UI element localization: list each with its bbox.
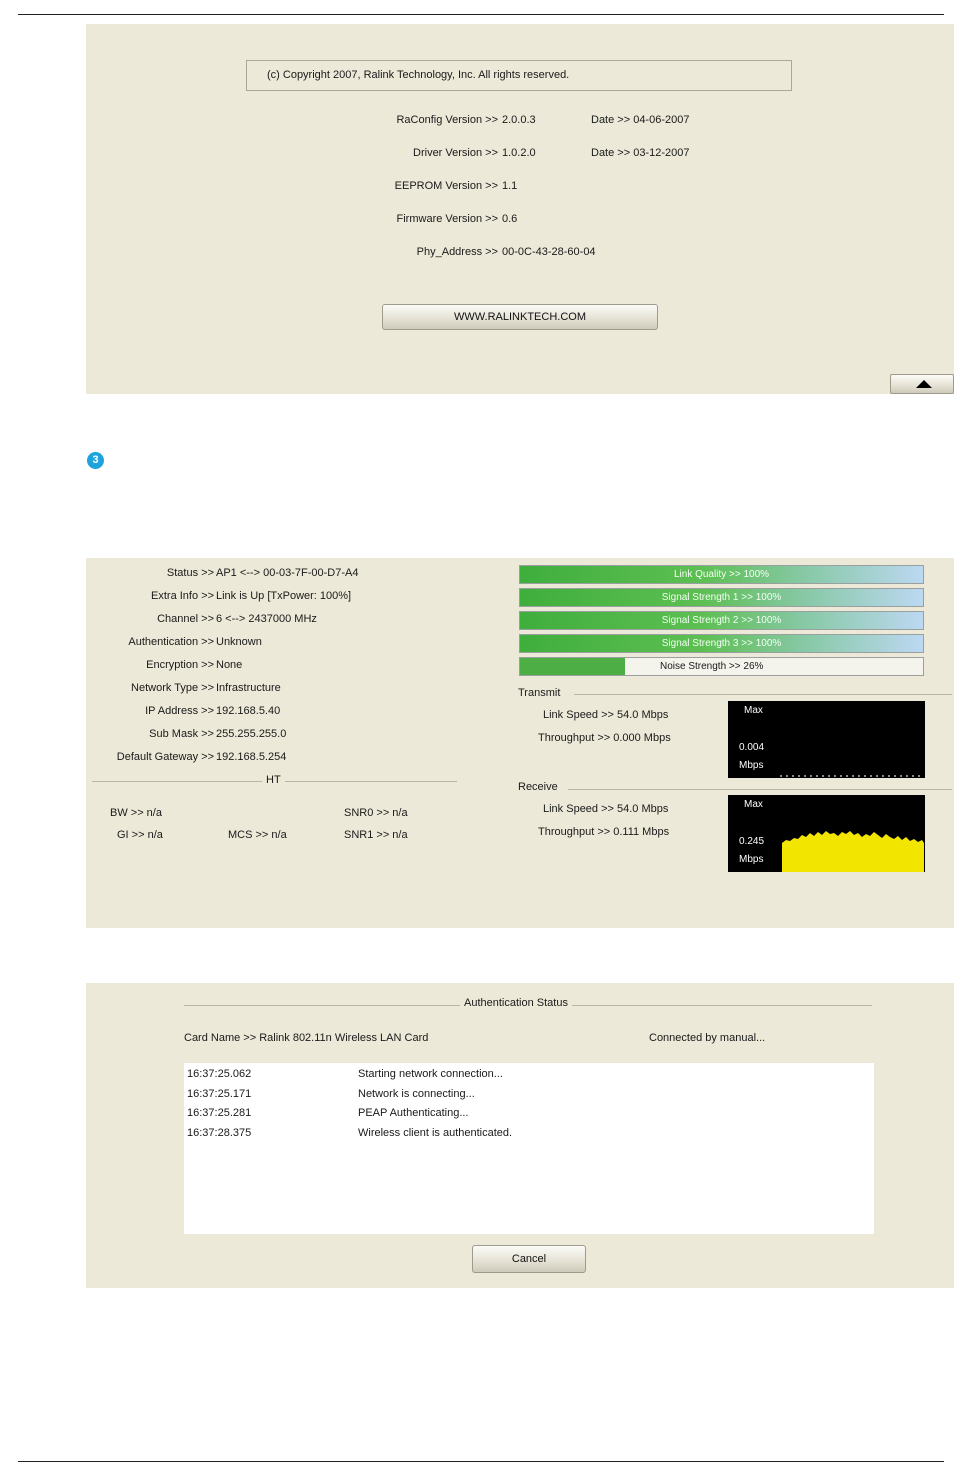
authentication-label: Authentication >> [128,636,214,648]
ht-snr1: SNR1 >> n/a [344,829,408,841]
connected-by: Connected by manual... [649,1032,766,1044]
signal-strength-3-bar: Signal Strength 3 >> 100% [519,634,924,653]
auth-title: Authentication Status [460,997,572,1009]
receive-trace-area [782,831,924,872]
firmware-version-value: 0.6 [502,213,518,225]
transmit-graph-value: 0.004 [739,742,765,753]
encryption-value: None [216,659,243,671]
transmit-graph-unit: Mbps [739,760,764,771]
ht-snr0: SNR0 >> n/a [344,807,408,819]
receive-graph [728,795,925,872]
eeprom-version-value: 1.1 [502,180,518,192]
driver-version-value: 1.0.2.0 [502,147,536,159]
log-time: 16:37:28.375 [187,1127,252,1139]
extra-info-label: Extra Info >> [151,590,214,602]
receive-graph-max: Max [744,799,763,810]
phy-address-value: 00-0C-43-28-60-04 [502,246,596,258]
ht-title: HT [262,774,285,786]
cancel-button[interactable]: Cancel [472,1245,586,1273]
sub-mask-label: Sub Mask >> [149,728,214,740]
log-message: Wireless client is authenticated. [358,1127,513,1139]
signal-strength-2-bar: Signal Strength 2 >> 100% [519,611,924,630]
collapse-button[interactable] [890,374,954,394]
extra-info-value: Link is Up [TxPower: 100%] [216,590,352,602]
noise-strength-bar [519,657,924,676]
log-message: PEAP Authenticating... [358,1107,469,1119]
transmit-link-speed: Link Speed >> 54.0 Mbps [543,709,669,721]
top-rule [18,14,944,15]
bottom-rule [18,1461,944,1462]
noise-strength-label: Noise Strength >> 26% [660,661,764,672]
status-value: AP1 <--> 00-03-7F-00-D7-A4 [216,567,359,579]
receive-throughput: Throughput >> 0.111 Mbps [538,826,670,838]
log-time: 16:37:25.281 [187,1107,252,1119]
ip-address-label: IP Address >> [145,705,214,717]
signal-strength-1-bar: Signal Strength 1 >> 100% [519,588,924,607]
card-name: Card Name >> Ralink 802.11n Wireless LAN Card [184,1032,429,1044]
step-badge [87,452,104,469]
transmit-throughput: Throughput >> 0.000 Mbps [538,732,671,744]
status-label: Status >> [166,567,214,579]
driver-date: Date >> 03-12-2007 [591,147,690,159]
default-gateway-label: Default Gateway >> [116,751,214,763]
firmware-version-label: Firmware Version >> [396,213,498,225]
transmit-title: Transmit [514,687,564,699]
website-button[interactable]: WWW.RALINKTECH.COM [382,304,658,330]
log-time: 16:37:25.171 [187,1088,252,1100]
ht-mcs: MCS >> n/a [228,829,287,841]
transmit-graph [728,701,925,778]
about-panel [86,24,954,394]
link-quality-bar: Link Quality >> 100% [519,565,924,584]
raconfig-version-value: 2.0.0.3 [502,114,536,126]
network-type-value: Infrastructure [216,682,281,694]
phy-address-label: Phy_Address >> [416,246,498,258]
transmit-graph-baseline [780,775,923,777]
log-time: 16:37:25.062 [187,1068,252,1080]
encryption-label: Encryption >> [146,659,214,671]
authentication-value: Unknown [216,636,262,648]
transmit-graph-max: Max [744,705,763,716]
copyright-text: (c) Copyright 2007, Ralink Technology, Inc. All rights reserved. [267,69,570,81]
raconfig-date: Date >> 04-06-2007 [591,114,690,126]
receive-title: Receive [514,781,562,793]
receive-separator [568,789,952,790]
log-message: Network is connecting... [358,1088,475,1100]
channel-label: Channel >> [157,613,214,625]
default-gateway-value: 192.168.5.254 [216,751,287,763]
channel-value: 6 <--> 2437000 MHz [216,613,317,625]
transmit-separator [574,694,952,695]
receive-graph-unit: Mbps [739,854,764,865]
copyright-box [246,60,792,91]
log-message: Starting network connection... [358,1068,503,1080]
receive-graph-value: 0.245 [739,836,765,847]
ip-address-value: 192.168.5.40 [216,705,281,717]
raconfig-version-label: RaConfig Version >> [396,114,498,126]
network-type-label: Network Type >> [131,682,214,694]
triangle-up-icon [916,380,932,388]
auth-log[interactable] [184,1063,874,1234]
sub-mask-value: 255.255.255.0 [216,728,287,740]
ht-bw: BW >> n/a [110,807,162,819]
driver-version-label: Driver Version >> [413,147,498,159]
step-number: 3 [92,454,99,466]
ht-gi: GI >> n/a [117,829,163,841]
noise-level-fill [520,658,625,675]
eeprom-version-label: EEPROM Version >> [394,180,498,192]
receive-throughput-trace [728,795,925,872]
receive-link-speed: Link Speed >> 54.0 Mbps [543,803,669,815]
